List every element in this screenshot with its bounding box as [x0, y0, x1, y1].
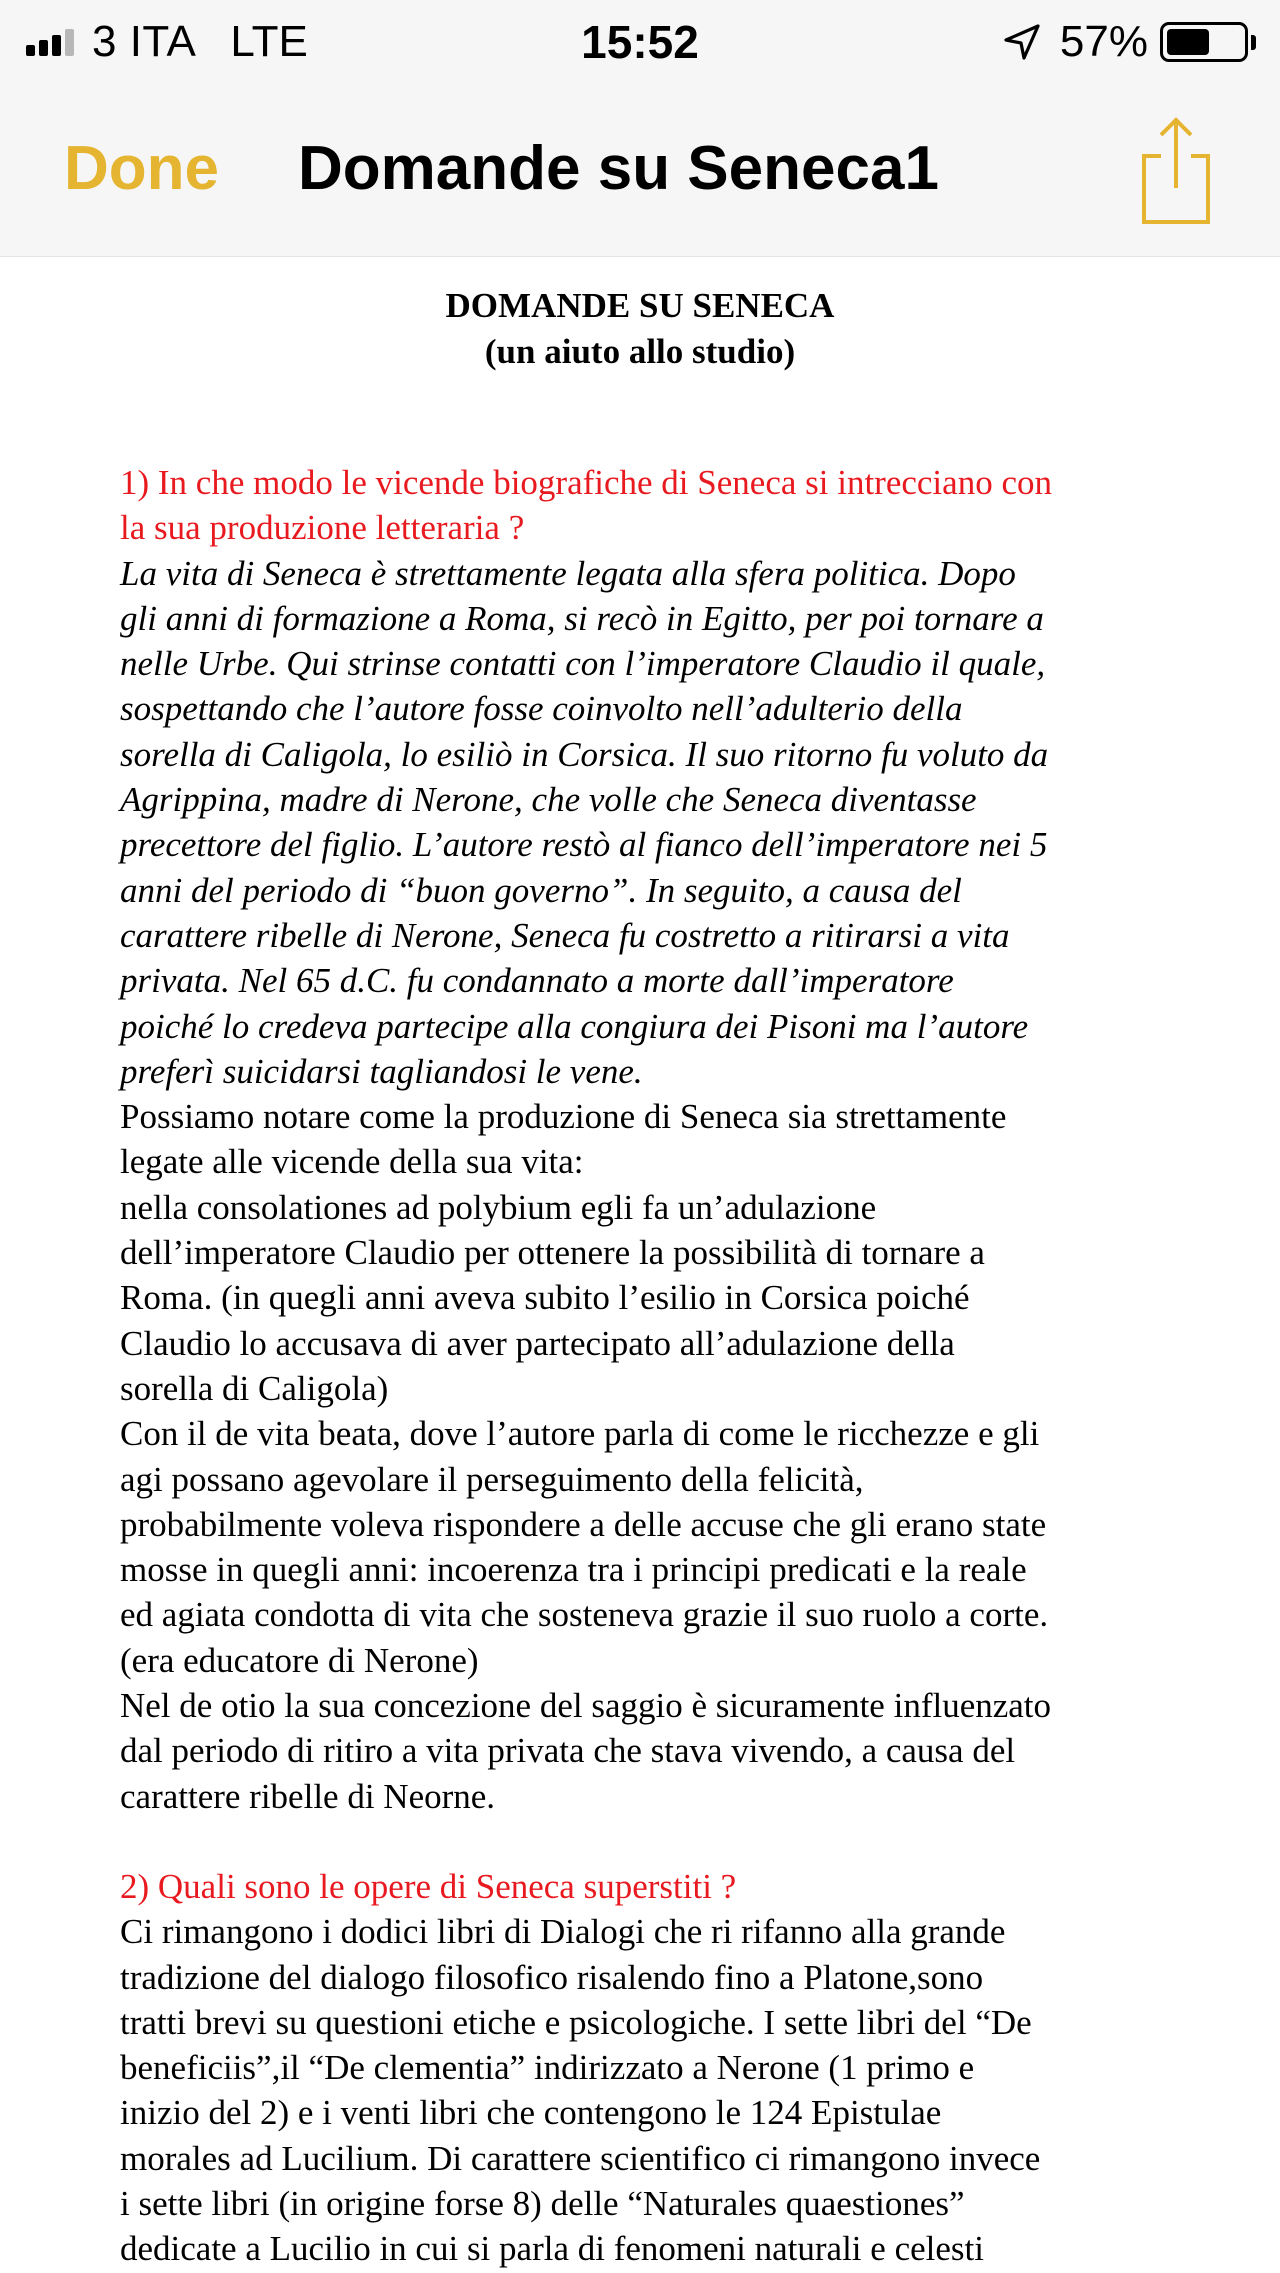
battery-nub — [1251, 35, 1256, 50]
text-line: i sette libri (in origine forse 8) delle “Naturales quaestiones” — [120, 2183, 965, 2223]
text-line: dell’imperatore Claudio per ottenere la possibilità di tornare a — [120, 1233, 985, 1273]
text-line: gli anni di formazione a Roma, si recò in Egitto, per poi tornare a — [120, 598, 1044, 638]
network-type: LTE — [230, 17, 308, 66]
heading-subtitle: (un aiuto allo studio) — [484, 332, 796, 371]
text-line: dal periodo di ritiro a vita privata che stava vivendo, a causa del — [120, 1731, 1016, 1771]
text-line: carattere ribelle di Nerone, Seneca fu costretto a ritirarsi a vita — [120, 915, 1010, 955]
status-time: 15:52 — [581, 16, 699, 68]
text-line: carattere ribelle di Neorne. — [120, 1776, 496, 1816]
text-line: sorella di Caligola) — [120, 1368, 389, 1408]
text-line: Possiamo notare come la produzione di Seneca sia strettamente — [120, 1097, 1007, 1137]
text-line: La vita di Seneca è strettamente legata alla sfera politica. Dopo — [120, 553, 1016, 593]
text-line: 2) Quali sono le opere di Seneca superstiti ? — [120, 1866, 737, 1906]
status-right — [1002, 14, 1256, 70]
text-line: tradizione del dialogo filosofico risalendo fino a Platone,sono — [120, 1957, 984, 1997]
text-line: privata. Nel 65 d.C. fu condannato a morte dall’imperatore — [120, 961, 954, 1001]
question-2 — [120, 1864, 1160, 1909]
text-line: Con il de vita beata, dove l’autore parla di come le ricchezze e gli — [120, 1414, 1040, 1454]
heading-title: DOMANDE SU SENECA — [445, 286, 835, 325]
share-icon — [1128, 112, 1224, 228]
text-line: anni del periodo di “buon governo”. In seguito, a causa del — [120, 870, 962, 910]
text-line: ed agiata condotta di vita che sosteneva grazie il suo ruolo a corte. — [120, 1595, 1049, 1635]
carrier-name: 3 ITA — [92, 17, 197, 66]
document-body — [120, 460, 1160, 2272]
text-line: Nel de otio la sua concezione del saggio è sicuramente influenzato — [120, 1686, 1052, 1726]
battery-level — [1167, 29, 1209, 55]
question-1 — [120, 460, 1160, 551]
text-line: sospettando che l’autore fosse coinvolto nell’adulterio della — [120, 689, 963, 729]
text-line: agi possano agevolare il perseguimento della felicità, — [120, 1459, 864, 1499]
paragraph-gap — [120, 1819, 1160, 1864]
text-line: Claudio lo accusava di aver partecipato all’adulazione della — [120, 1323, 955, 1363]
document-viewer[interactable] — [0, 257, 1280, 2273]
status-bar — [0, 0, 1280, 84]
text-line: probabilmente voleva rispondere a delle accuse che gli erano state — [120, 1504, 1047, 1544]
text-line: Roma. (in quegli anni aveva subito l’esilio in Corsica poiché — [120, 1278, 970, 1318]
text-line: Agrippina, madre di Nerone, che volle che Seneca diventasse — [120, 780, 977, 820]
battery-percentage: 57% — [1059, 17, 1148, 66]
text-line: preferì suicidarsi tagliandosi le vene. — [120, 1051, 643, 1091]
text-line: nelle Urbe. Qui strinse contatti con l’imperatore Claudio il quale, — [120, 644, 1046, 684]
document-heading — [0, 283, 1280, 375]
text-line: la sua produzione letteraria ? — [120, 508, 525, 548]
text-line: tratti brevi su questioni etiche e psicologiche. I sette libri del “De — [120, 2002, 1032, 2042]
battery-icon — [1160, 22, 1248, 62]
text-line: mosse in quegli anni: incoerenza tra i principi predicati e la reale — [120, 1550, 1027, 1590]
answer-1 — [120, 1094, 1160, 1819]
navigation-bar — [0, 84, 1280, 257]
text-line: nella consolationes ad polybium egli fa un’adulazione — [120, 1187, 877, 1227]
text-line: morales ad Lucilium. Di carattere scientifico ci rimangono invece — [120, 2138, 1041, 2178]
text-line: 1) In che modo le vicende biografiche di Seneca si intrecciano con — [120, 463, 1052, 502]
location-arrow-icon — [1002, 22, 1042, 62]
text-line: sorella di Caligola, lo esiliò in Corsica. Il suo ritorno fu voluto da — [120, 734, 1049, 774]
text-line: inizio del 2) e i venti libri che contengono le 124 Epistulae — [120, 2093, 942, 2133]
text-line: poiché lo credeva partecipe alla congiura dei Pisoni ma l’autore — [120, 1006, 1029, 1046]
text-line: (era educatore di Nerone) — [120, 1640, 479, 1680]
text-line: precettore del figlio. L’autore restò al fianco dell’imperatore nei 5 — [120, 825, 1048, 865]
answer-2 — [120, 1909, 1160, 2271]
text-line: legate alle vicende della sua vita: — [120, 1142, 584, 1182]
done-button[interactable]: Done — [64, 126, 219, 212]
text-line: dedicate a Lucilio in cui si parla di fenomeni naturali e celesti — [120, 2229, 984, 2269]
document-title: Domande su Seneca1 — [298, 134, 939, 203]
text-line: beneficiis”,il “De clementia” indirizzato a Nerone (1 primo e — [120, 2048, 975, 2088]
answer-1-italic — [120, 551, 1160, 1095]
text-line: Ci rimangono i dodici libri di Dialogi che ri rifanno alla grande — [120, 1912, 1006, 1952]
share-button[interactable] — [1128, 112, 1224, 228]
